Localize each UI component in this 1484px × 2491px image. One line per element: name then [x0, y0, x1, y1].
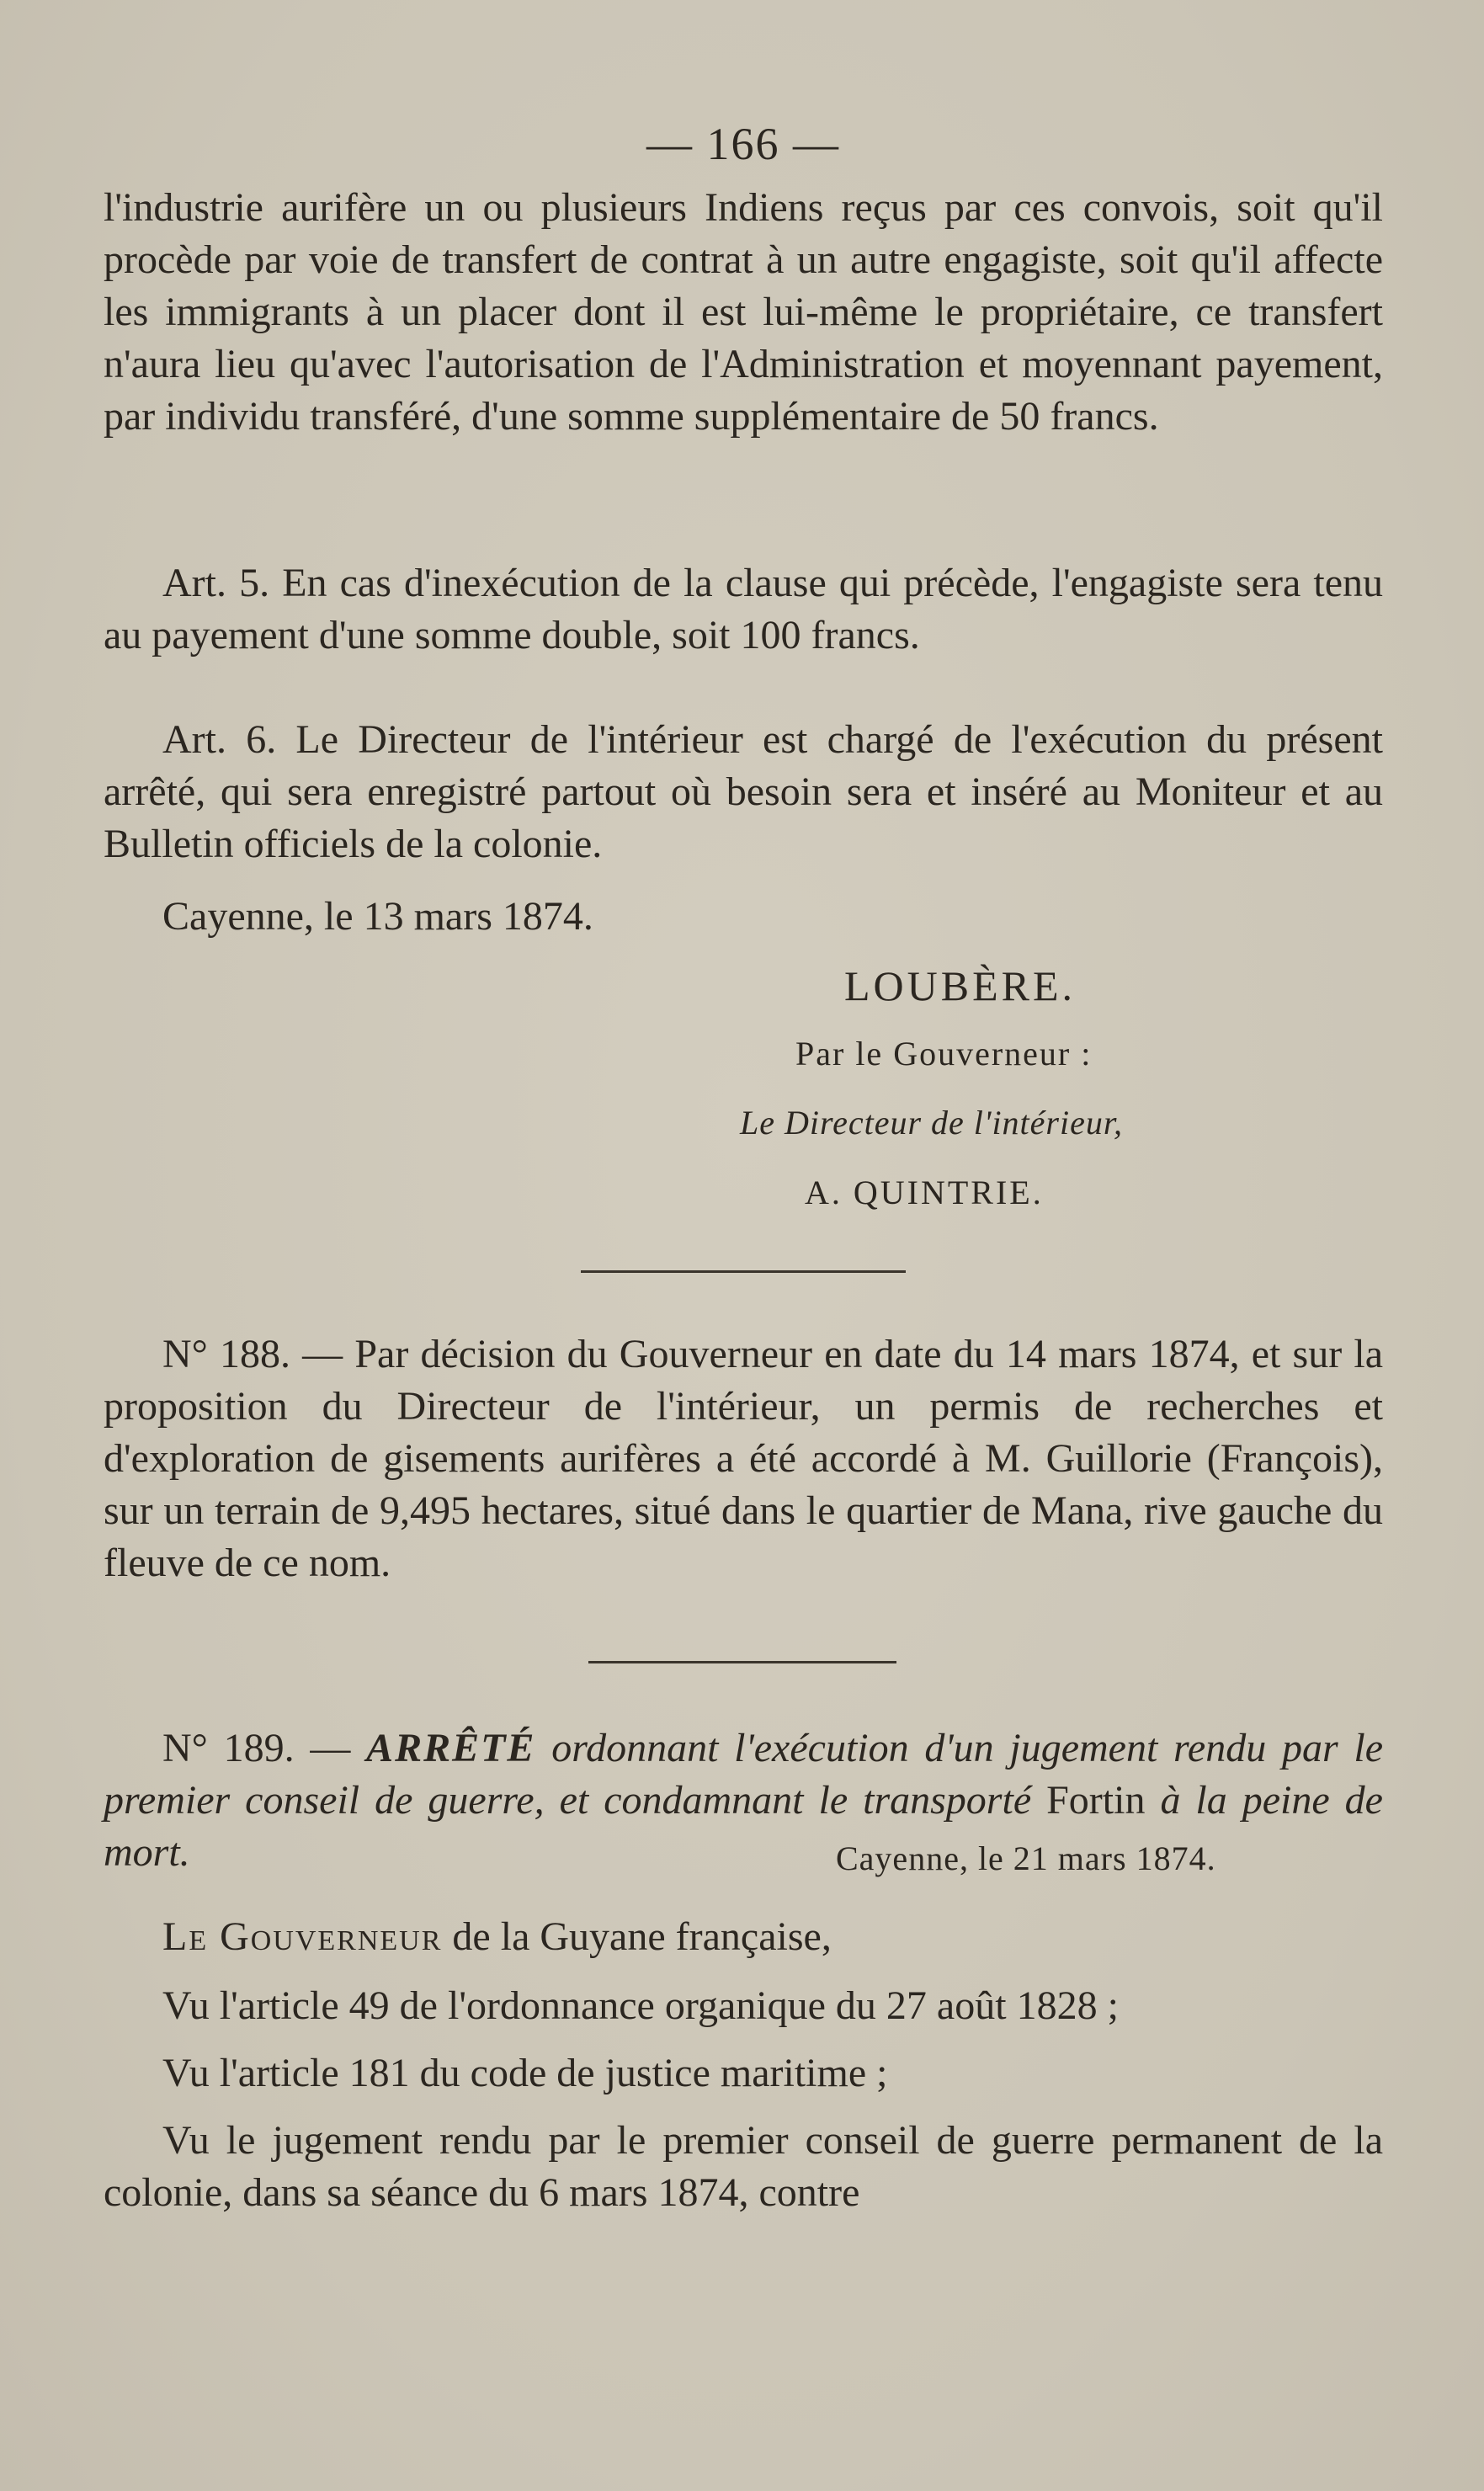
signature-name: LOUBÈRE.	[844, 962, 1077, 1009]
arrete-date: Cayenne, le 21 mars 1874.	[836, 1839, 1216, 1877]
gouverneur-label: Le Gouverneur	[162, 1914, 443, 1959]
article-6: Art. 6. Le Directeur de l'intérieur est chargé de l'exécution du présent arrêté, qui sera enregistré partout où besoin sera et inséré au Moniteur et au Bulletin officiels de la colonie.	[104, 717, 1383, 866]
divider	[588, 1661, 896, 1663]
page-number: — 166 —	[646, 119, 840, 169]
decision-188: N° 188. — Par décision du Gouverneur en date du 14 mars 1874, et sur la proposition du Directeur de l'intérieur, un permis de recherches et d'exploration de gisements aurifères a été accordé à M. Guillorie (François), sur un terrain de 9,495 hectares, situé dans le quartier de Mana, rive gauche du fleuve de ce nom.	[104, 1332, 1383, 1585]
vu-article-181: Vu l'article 181 du code de justice maritime ;	[162, 2051, 888, 2095]
arrete-title: ordonnant l'exécution d'un jugement rendu par le premier conseil de guerre, et condamnant le transporté	[104, 1726, 1384, 1823]
article-5: Art. 5. En cas d'inexécution de la clause qui précède, l'engagiste sera tenu au payement d'une somme double, soit 100 francs.	[104, 561, 1383, 657]
text-column	[104, 0, 1383, 2491]
gouverneur-line	[104, 1911, 1383, 1963]
signature-role: Le Directeur de l'intérieur,	[740, 1104, 1123, 1142]
arrete-number: N° 189. —	[162, 1726, 351, 1770]
divider	[581, 1270, 906, 1273]
signature-par: Par le Gouverneur :	[795, 1035, 1093, 1073]
gouverneur-rest: de la Guyane française,	[452, 1914, 832, 1959]
paragraph-continuation: l'industrie aurifère un ou plusieurs Indiens reçus par ces convois, soit qu'il procède par voie de transfert de contrat à un autre engagiste, soit qu'il affecte les immigrants à un placer dont il est lui-même le propriétaire, ce transfert n'aura lieu qu'avec l'autorisation de l'Administration et moyennant payement, par individu transféré, d'une somme supplémentaire de 50 francs.	[104, 185, 1383, 439]
arrete-title-end: à la peine de mort.	[104, 1778, 1383, 1875]
signature-signer: A. QUINTRIE.	[805, 1174, 1044, 1211]
place-date: Cayenne, le 13 mars 1874.	[162, 894, 593, 939]
vu-jugement: Vu le jugement rendu par le premier conseil de guerre permanent de la colonie, dans sa séance du 6 mars 1874, contre	[104, 2118, 1383, 2215]
arrete-label: ARRÊTÉ	[366, 1726, 536, 1770]
vu-article-49: Vu l'article 49 de l'ordonnance organique du 27 août 1828 ;	[162, 1983, 1119, 2028]
arrete-name: Fortin	[1046, 1778, 1146, 1823]
